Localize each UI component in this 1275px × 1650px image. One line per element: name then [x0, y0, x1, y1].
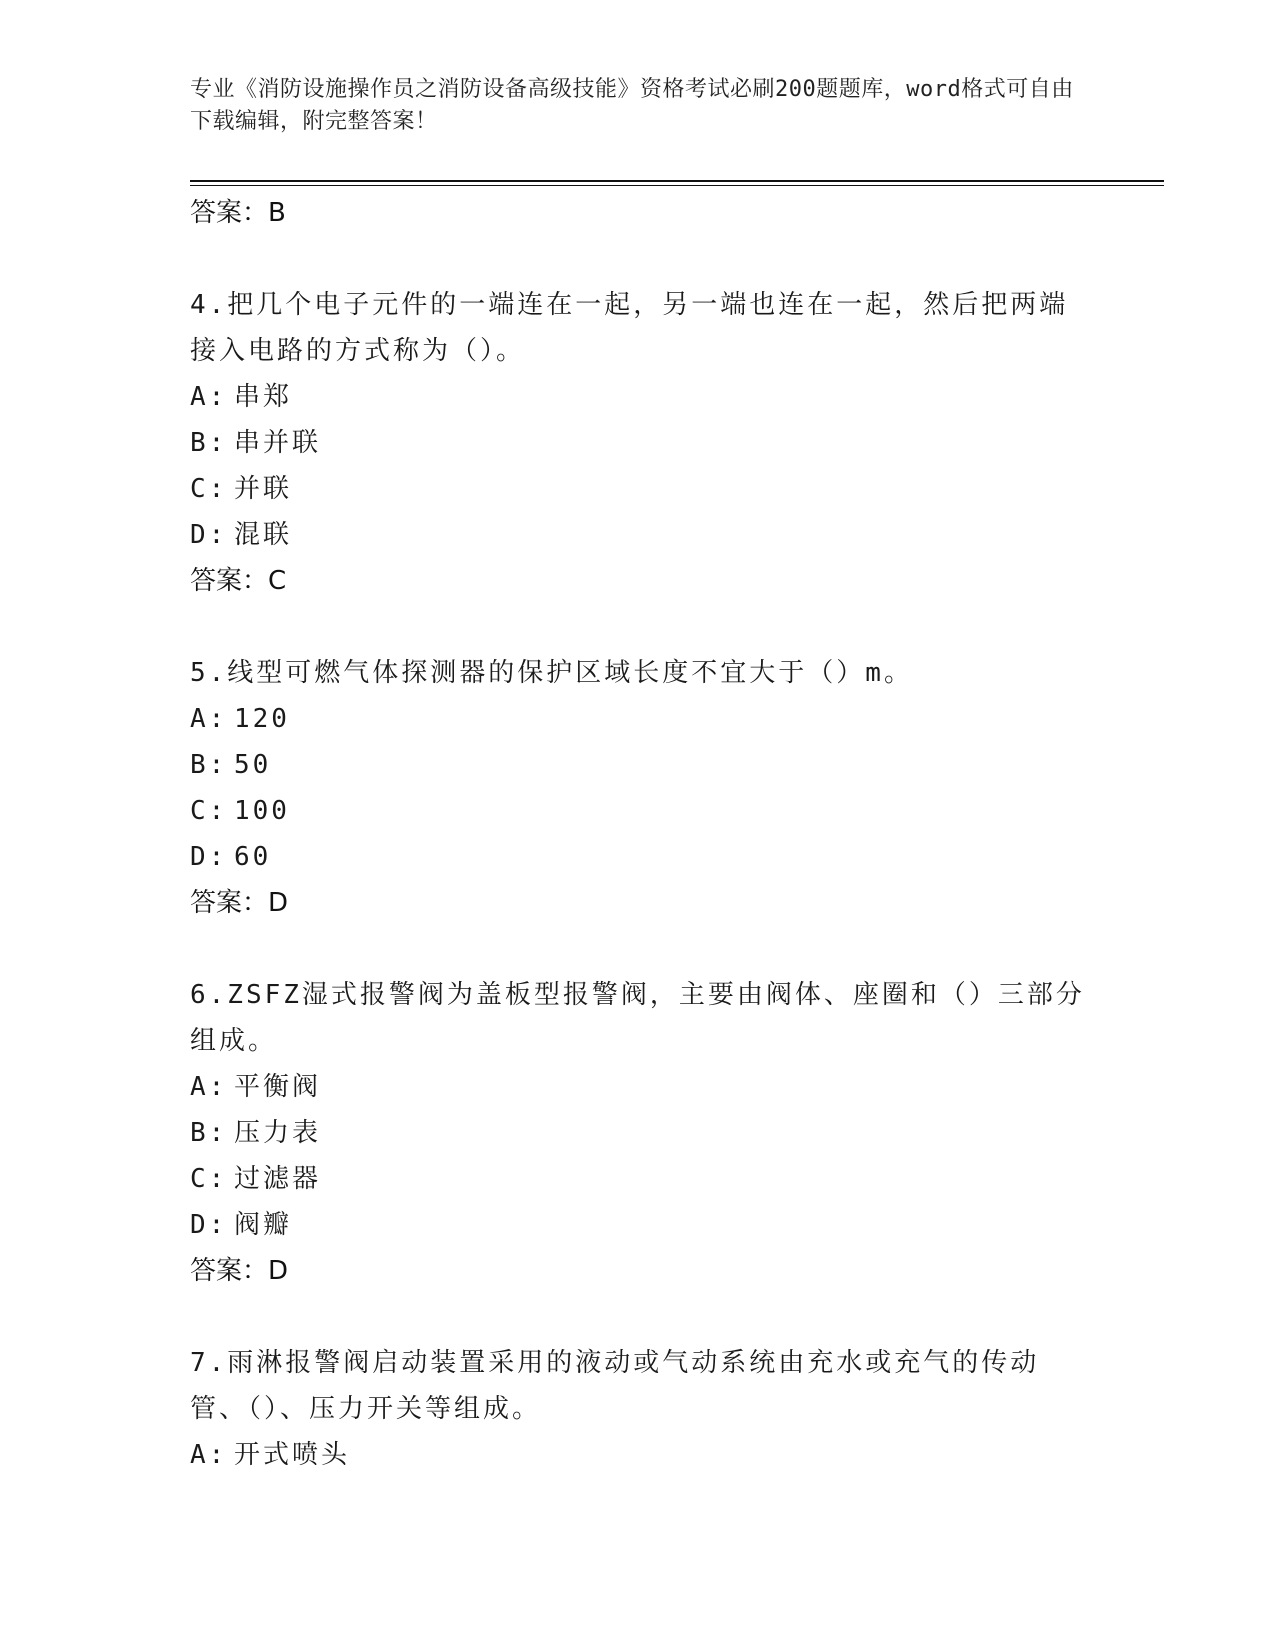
option-text: 混联 — [234, 520, 293, 550]
question-stem: 7.雨淋报警阀启动装置采用的液动或气动系统由充水或充气的传动管、（）、压力开关等组成。 — [190, 1348, 1040, 1424]
option-item — [190, 788, 1090, 834]
answer-line: 答案：D — [190, 1256, 289, 1286]
option-key: B: — [190, 1118, 228, 1148]
option-text: 100 — [234, 796, 290, 826]
option-text: 阀瓣 — [234, 1210, 293, 1240]
question-list — [190, 282, 1090, 1478]
option-text: 120 — [234, 704, 290, 734]
question-block — [190, 282, 1090, 604]
answer-line: 答案：D — [190, 888, 289, 918]
option-text: 串并联 — [234, 428, 322, 458]
option-key: B: — [190, 428, 228, 458]
option-item — [190, 1110, 1090, 1156]
question-block — [190, 650, 1090, 926]
question-stem: 5.线型可燃气体探测器的保护区域长度不宜大于（）m。 — [190, 658, 913, 688]
option-key: C: — [190, 1164, 228, 1194]
option-text: 过滤器 — [234, 1164, 322, 1194]
option-item — [190, 466, 1090, 512]
option-text: 压力表 — [234, 1118, 322, 1148]
option-key: C: — [190, 474, 228, 504]
option-key: A: — [190, 704, 228, 734]
option-key: A: — [190, 1072, 228, 1102]
option-item — [190, 696, 1090, 742]
question-stem: 6.ZSFZ湿式报警阀为盖板型报警阀，主要由阀体、座圈和（）三部分组成。 — [190, 980, 1085, 1056]
option-key: A: — [190, 382, 228, 412]
answer-line: 答案：B — [190, 198, 286, 228]
option-item — [190, 420, 1090, 466]
option-text: 开式喷头 — [234, 1440, 351, 1470]
option-text: 串郑 — [234, 382, 293, 412]
question-stem: 4.把几个电子元件的一端连在一起，另一端也连在一起，然后把两端接入电路的方式称为（）。 — [190, 290, 1069, 366]
option-item — [190, 374, 1090, 420]
option-key: D: — [190, 520, 228, 550]
option-key: B: — [190, 750, 228, 780]
option-item — [190, 1432, 1090, 1478]
question-block — [190, 972, 1090, 1294]
option-text: 60 — [234, 842, 272, 872]
option-key: C: — [190, 796, 228, 826]
option-key: D: — [190, 842, 228, 872]
option-item — [190, 1156, 1090, 1202]
document-content — [190, 190, 1090, 1478]
option-item — [190, 512, 1090, 558]
header-divider-thick — [190, 180, 1164, 182]
question-block — [190, 1340, 1090, 1478]
option-text: 50 — [234, 750, 272, 780]
option-item — [190, 834, 1090, 880]
option-key: D: — [190, 1210, 228, 1240]
option-item — [190, 1202, 1090, 1248]
answer-line: 答案：C — [190, 566, 287, 596]
document-header: 专业《消防设施操作员之消防设备高级技能》资格考试必刷200题题库，word格式可自由下载编辑，附完整答案！ — [190, 77, 1074, 134]
option-key: A: — [190, 1440, 228, 1470]
option-text: 平衡阀 — [234, 1072, 322, 1102]
option-item — [190, 742, 1090, 788]
header-divider-thin — [190, 185, 1164, 186]
option-item — [190, 1064, 1090, 1110]
option-text: 并联 — [234, 474, 293, 504]
